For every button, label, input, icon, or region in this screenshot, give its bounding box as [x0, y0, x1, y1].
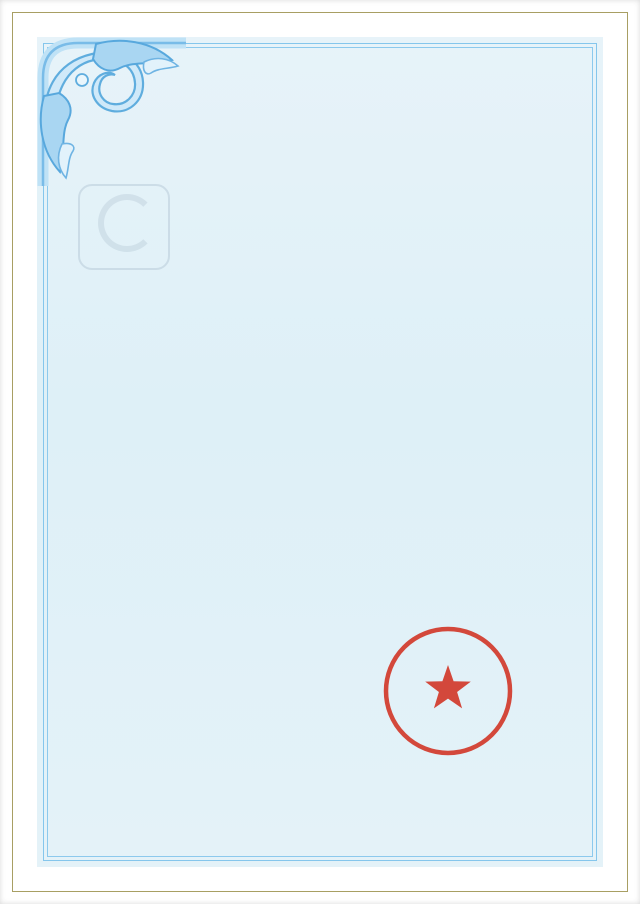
official-seal [378, 621, 518, 761]
certificate-number-line [535, 197, 545, 213]
serial-number-line [112, 752, 122, 772]
seal-star-icon [425, 665, 471, 708]
barcode [130, 631, 224, 668]
